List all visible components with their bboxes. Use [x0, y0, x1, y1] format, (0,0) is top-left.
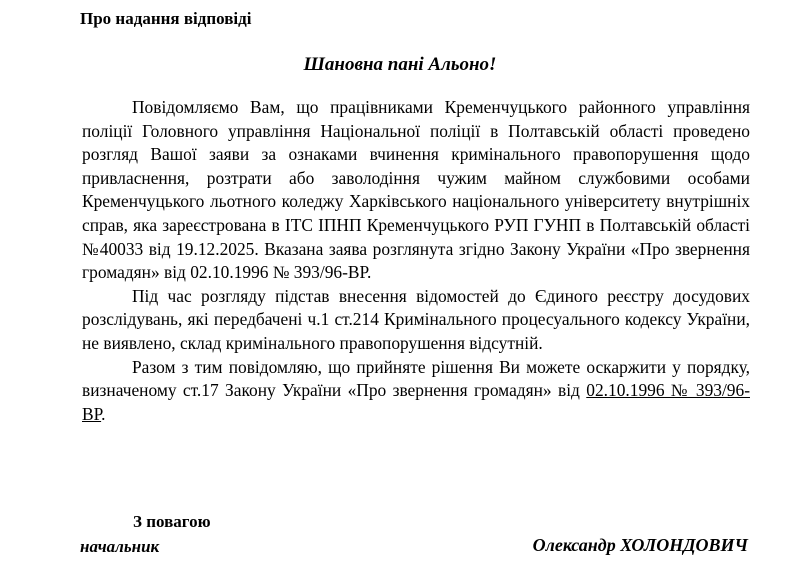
letter-subject: Про надання відповіді: [80, 9, 252, 28]
closing-phrase: З повагою: [133, 512, 211, 531]
signatory-position: начальник: [80, 537, 160, 556]
law-reference-underlined: 02.10.1996 № 393/96-ВР: [82, 380, 750, 424]
body-paragraph-3-end: .: [101, 403, 106, 424]
letter-body: [82, 96, 750, 426]
body-paragraph-3: [82, 356, 750, 427]
body-paragraph-2: Під час розгляду підстав внесення відомостей до Єдиного реєстру досудових розслідувань, які передбачені ч.1 ст.214 Кримінального процесуального кодексу України, не виявлено, склад кримінального правопорушення відсутній.: [82, 285, 750, 353]
signatory-name: Олександр ХОЛОНДОВИЧ: [532, 535, 748, 555]
body-paragraph-1: Повідомляємо Вам, що працівниками Кременчуцького районного управління поліції Головного управління Національної поліції в Полтавській області проведено розгляд Вашої заяви за ознаками вчинення кримінального правопорушення щодо привласнення, розтрати або заволодіння чужим майном службовими особами Кременчуцького льотного коледжу Харківського національного університету внутрішніх справ, яка зареєстрована в ІТС ІПНП Кременчуцького РУП ГУНП в Полтавській області №40033 від 19.12.2025. Вказана заява розглянута згідно Закону України «Про звернення громадян» від 02.10.1996 № 393/96-ВР.: [82, 97, 750, 283]
letter-salutation: Шановна пані Альоно!: [303, 54, 497, 75]
body-paragraph-3-text: Разом з тим повідомляю, що прийняте рішення Ви можете оскаржити у порядку, визначеному ст.17 Закону України «Про звернення громадян» від: [82, 356, 750, 401]
